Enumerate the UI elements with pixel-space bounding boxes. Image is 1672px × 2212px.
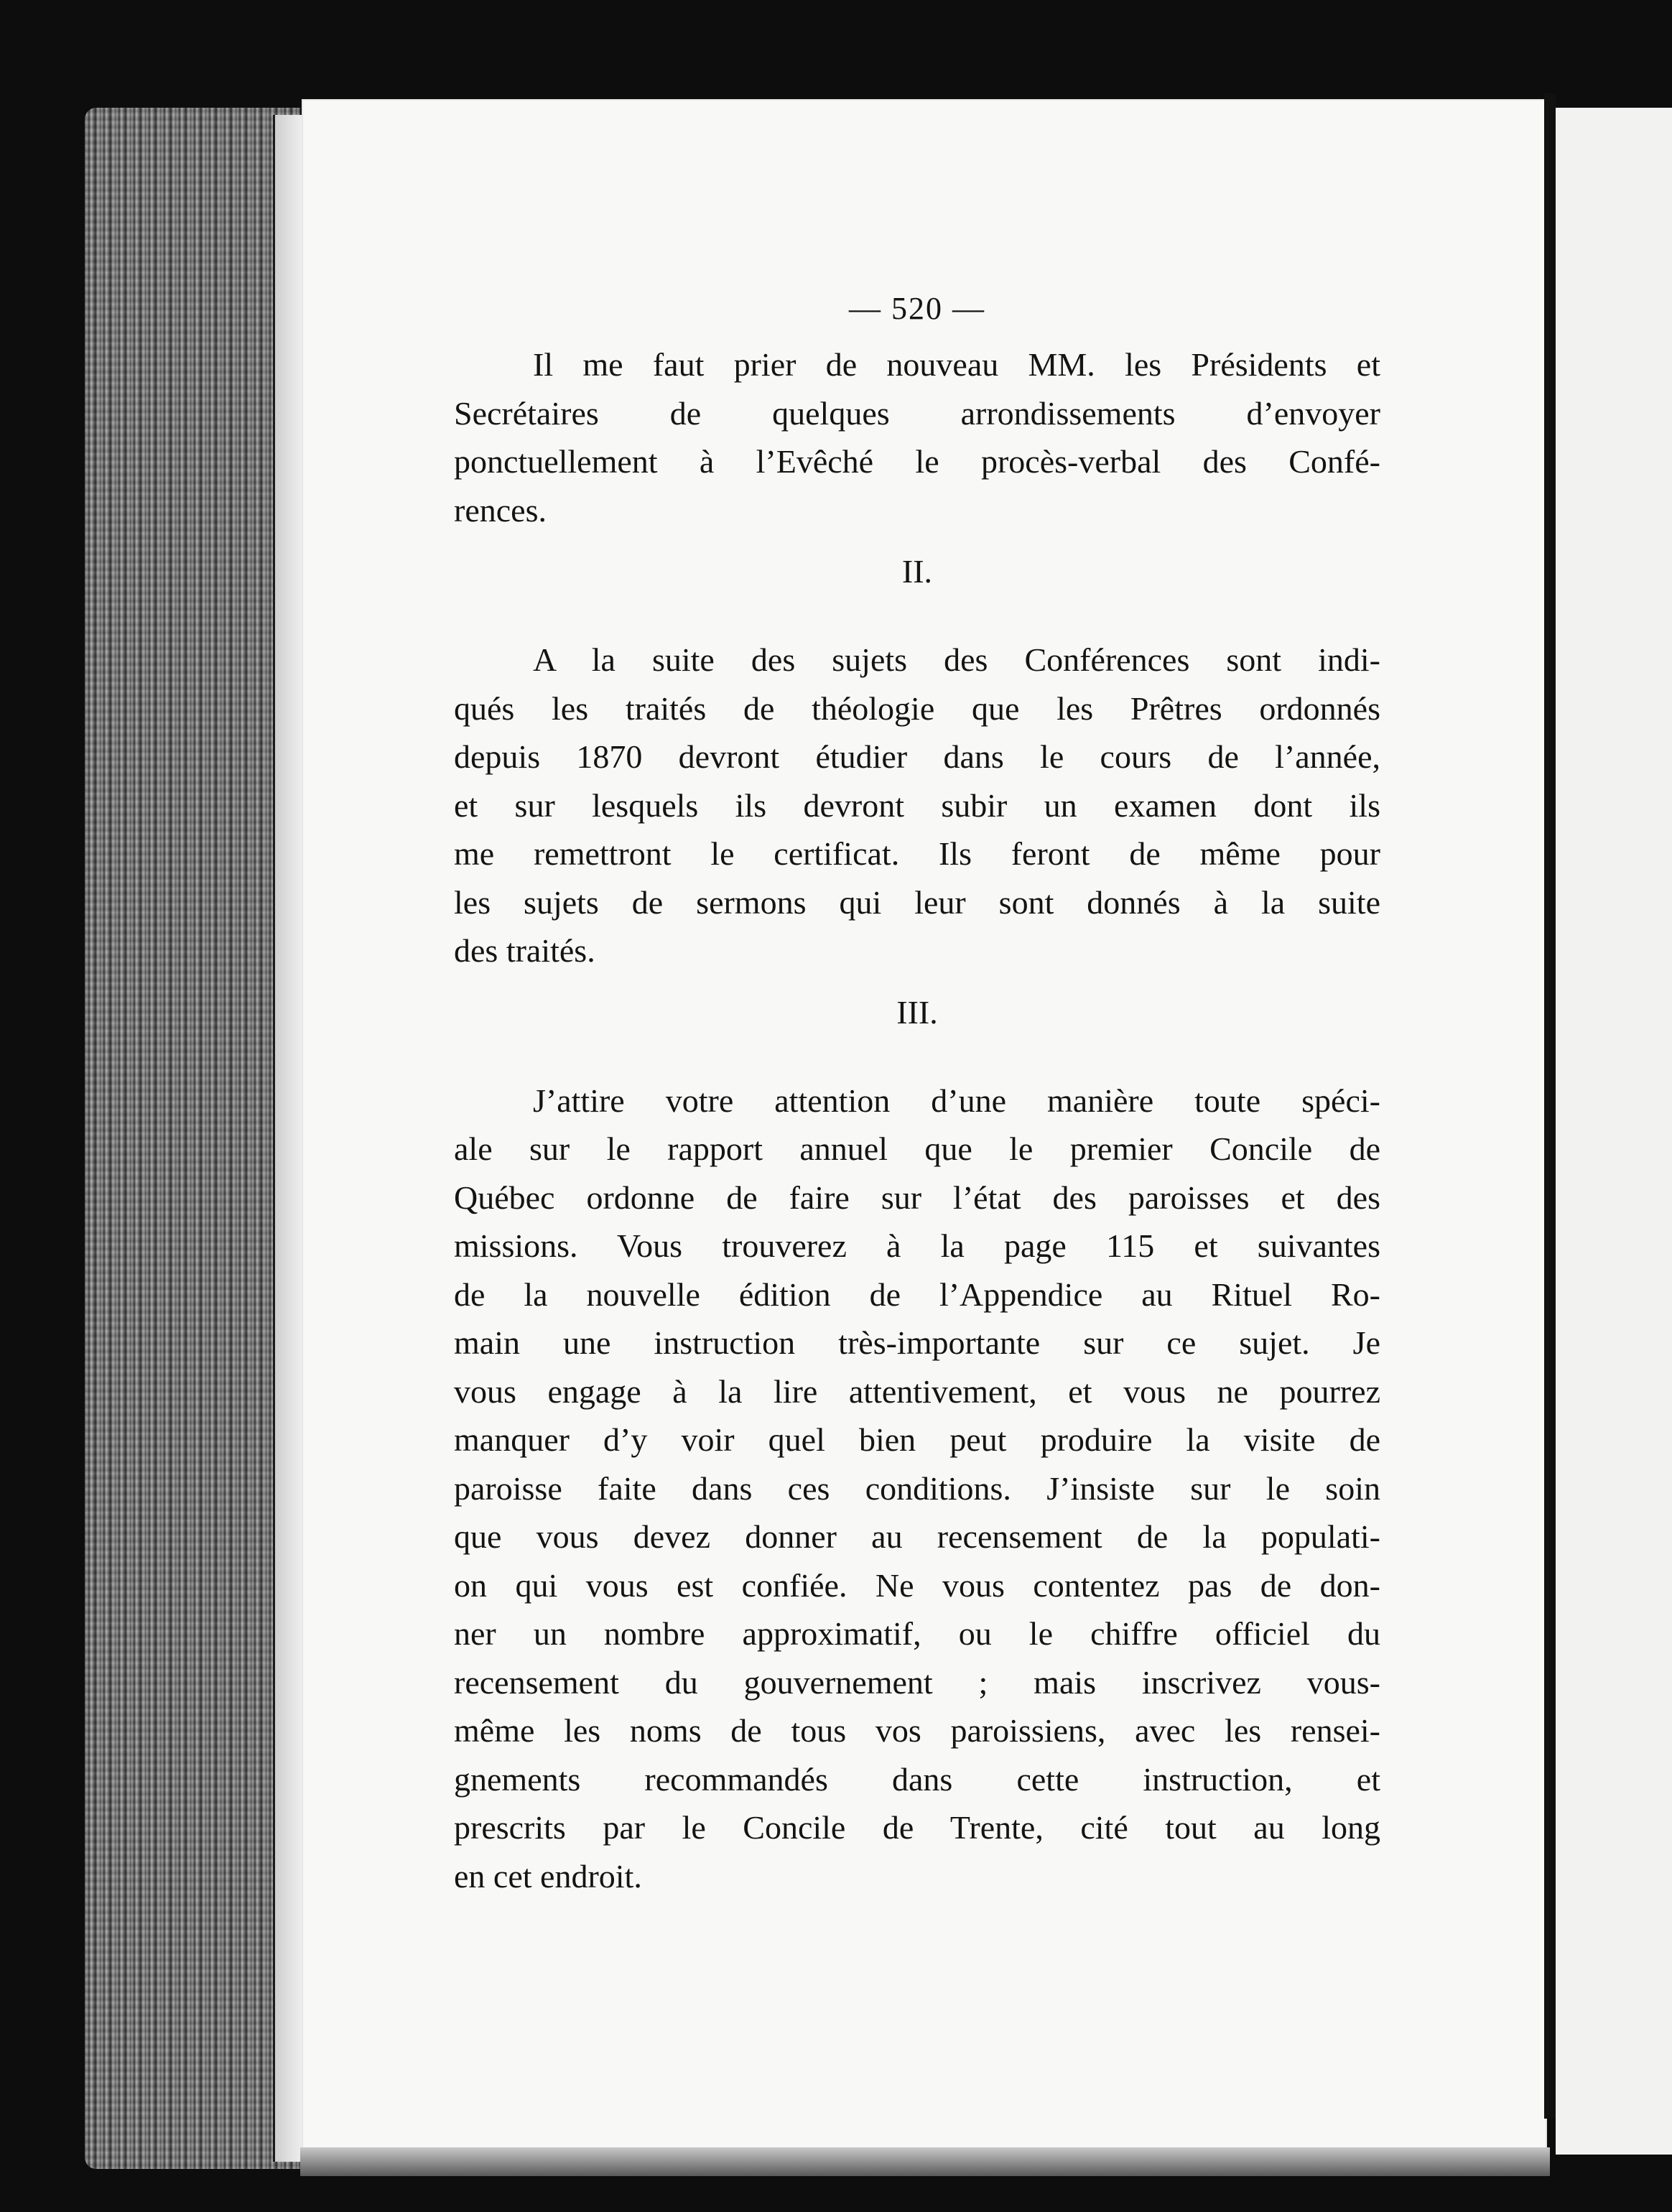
paragraph-line: ponctuellement à l’Evêché le procès-verbal des Confé- [454, 443, 1380, 480]
paragraph-line: même les noms de tous vos paroissiens, avec les rensei- [454, 1712, 1380, 1749]
paragraph-1 [454, 340, 1380, 534]
paragraph-line: A la suite des sujets des Conférences sont indi- [533, 641, 1380, 678]
paragraph-line: depuis 1870 devront étudier dans le cours de l’année, [454, 738, 1380, 775]
paragraph-line: vous engage à la lire attentivement, et vous ne pourrez [454, 1372, 1380, 1410]
book-page-edges [85, 108, 300, 2169]
paragraph-line: ale sur le rapport annuel que le premier Concile de [454, 1130, 1380, 1167]
paragraph-line: et sur lesquels ils devront subir un examen dont ils [454, 786, 1380, 824]
paragraph-line: rences. [454, 491, 547, 529]
section-heading-3: III. [896, 993, 938, 1031]
paragraph-line: de la nouvelle édition de l’Appendice au Rituel Ro- [454, 1275, 1380, 1313]
paragraph-line: Secrétaires de quelques arrondissements d’envoyer [454, 394, 1380, 432]
paragraph-line: prescrits par le Concile de Trente, cité tout au long [454, 1809, 1380, 1846]
paragraph-line: me remettront le certificat. Ils feront de même pour [454, 835, 1380, 872]
paragraph-line: J’attire votre attention d’une manière toute spéci- [533, 1082, 1380, 1119]
page-number: — 520 — [849, 291, 985, 326]
paragraph-2 [454, 636, 1380, 975]
facing-page [1556, 108, 1672, 2155]
page-right-border [1544, 93, 1556, 2119]
paragraph-line: missions. Vous trouverez à la page 115 et suivantes [454, 1227, 1380, 1264]
paragraph-line: en cet endroit. [454, 1857, 642, 1895]
paragraph-line: que vous devez donner au recensement de la populati- [454, 1518, 1380, 1555]
section-heading-2: II. [901, 553, 933, 590]
page-bottom-shadow [300, 2147, 1550, 2176]
paragraph-line: on qui vous est confiée. Ne vous contentez pas de don- [454, 1566, 1380, 1604]
paragraph-line: manquer d’y voir quel bien peut produire la visite de [454, 1421, 1380, 1458]
paragraph-line: recensement du gouvernement ; mais inscrivez vous- [454, 1663, 1380, 1701]
paragraph-line: les sujets de sermons qui leur sont donnés à la suite [454, 883, 1380, 921]
paragraph-line: Il me faut prier de nouveau MM. les Présidents et [533, 346, 1380, 383]
paragraph-line: main une instruction très-importante sur ce sujet. Je [454, 1324, 1380, 1361]
page-text [454, 287, 1380, 1900]
paragraph-line: gnements recommandés dans cette instruction, et [454, 1760, 1380, 1798]
paragraph-line: Québec ordonne de faire sur l’état des paroisses et des [454, 1179, 1380, 1216]
paragraph-line: paroisse faite dans ces conditions. J’insiste sur le soin [454, 1469, 1380, 1507]
paragraph-line: ner un nombre approximatif, ou le chiffre officiel du [454, 1615, 1380, 1652]
paragraph-line: des traités. [454, 932, 595, 969]
paragraph-line: qués les traités de théologie que les Prêtres ordonnés [454, 689, 1380, 727]
paragraph-3 [454, 1077, 1380, 1901]
